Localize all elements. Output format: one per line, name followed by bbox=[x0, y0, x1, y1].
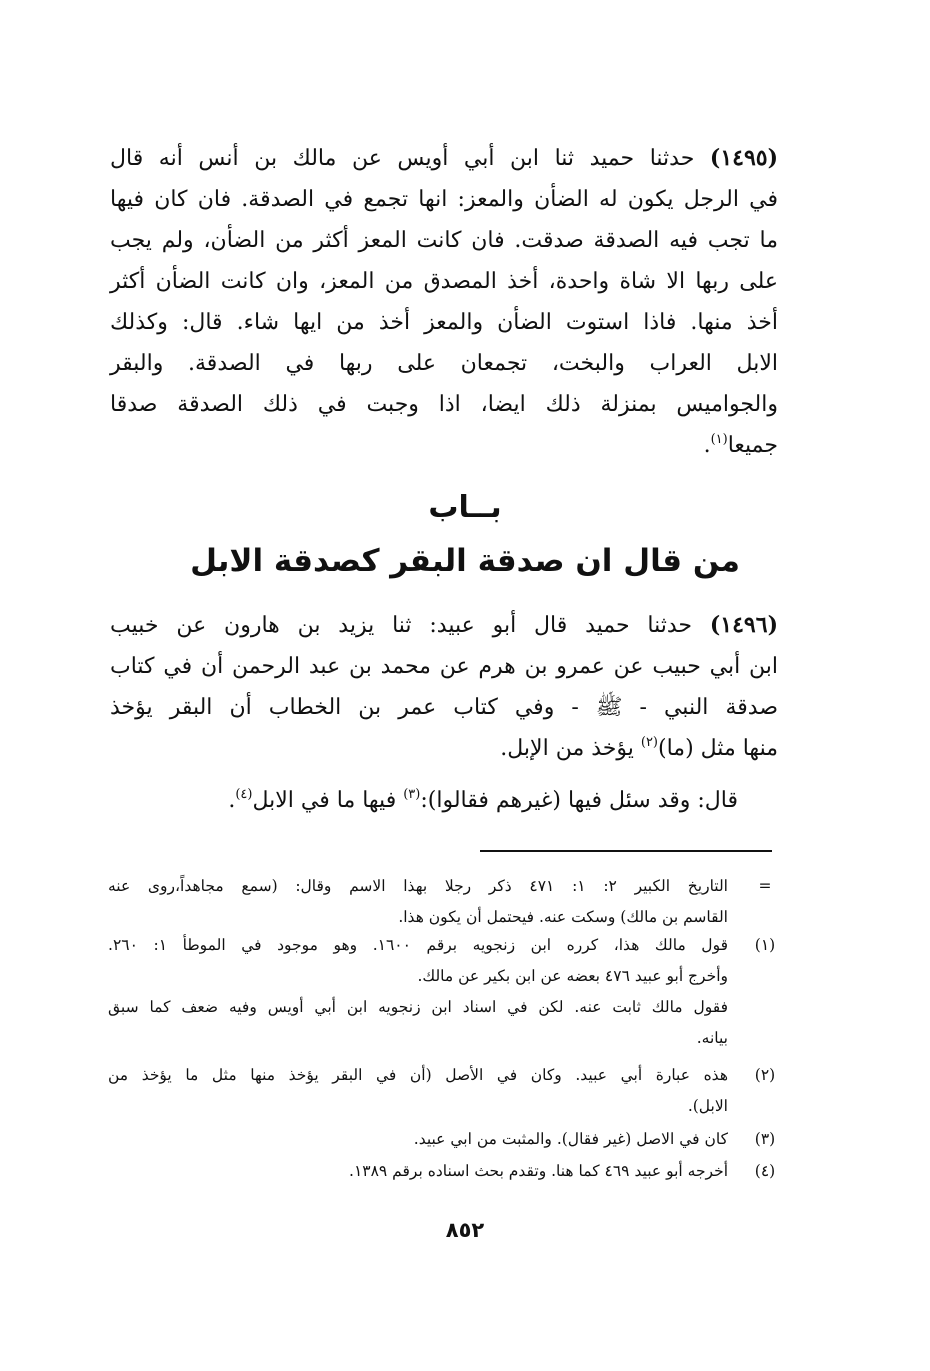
paragraph-line: والجواميس بمنزلة ذلك ايضا، اذا وجبت في ذلك الصدقة صدقا bbox=[110, 392, 778, 417]
hadith-number: (١٤٩٥) bbox=[709, 145, 778, 171]
footnote-1 bbox=[108, 930, 780, 1054]
footnote-3 bbox=[108, 1124, 780, 1155]
footnote-marker: (٢) bbox=[754, 1066, 776, 1084]
chapter-heading-word: بــاب bbox=[428, 490, 502, 525]
statement-paragraph: قال: وقد سئل فيها (غيرهم فقالوا):$^{(٣)}$ فيها ما في الابل$^{(٤)}$. bbox=[228, 787, 738, 813]
hadith-1495-paragraph bbox=[110, 138, 778, 466]
paragraph-line: منها مثل (ما)$^{(٢)}$ يؤخذ من الإبل. bbox=[500, 735, 778, 761]
paragraph-line: صدقة النبي - ﷺ - وفي كتاب عمر بن الخطاب أن البقر يؤخذ bbox=[110, 695, 778, 720]
footnote-line: فقول مالك ثابت عنه. لكن في اسناد ابن زنجويه ابن أبي أويس وفيه ضعف كما سبق bbox=[108, 998, 728, 1016]
paragraph-line: أخذ منها. فاذا استوت الضأن والمعز أخذ من ايها شاء. قال: وكذلك bbox=[110, 310, 778, 335]
footnote-line: التاريخ الكبير ٢: ١: ٤٧١ ذكر رجلا بهذا الاسم وقال: (سمع مجاهداً،روى عنه bbox=[108, 877, 728, 895]
footnote-marker: (٤) bbox=[754, 1162, 776, 1180]
footnote-line: هذه عبارة أبي عبيد. وكان في الأصل (أن في البقر يؤخذ منها مثل ما يؤخذ من bbox=[108, 1066, 728, 1084]
footnote-2 bbox=[108, 1060, 780, 1122]
footnote-marker: = bbox=[758, 877, 772, 895]
chapter-title: من قال ان صدقة البقر كصدقة الابل bbox=[190, 543, 740, 579]
footnote-4 bbox=[108, 1156, 780, 1187]
page-number: ٨٥٢ bbox=[445, 1218, 485, 1242]
footnote-line: قول مالك هذا، كرره ابن زنجويه برقم ١٦٠٠. وهو موجود في الموطأ ١: ٢٦٠. bbox=[108, 936, 728, 954]
paragraph-line: (١٤٩٦) حدثنا حميد قال أبو عبيد: ثنا يزيد بن هارون عن خبيب bbox=[110, 612, 778, 638]
paragraph-line: ابن أبي حبيب عن عمرو بن هرم عن محمد بن عبد الرحمن أن في كتاب bbox=[110, 654, 778, 679]
paragraph-line: على ربها الا شاة واحدة، أخذ المصدق من المعز، وان كانت الضأن أكثر bbox=[110, 269, 778, 294]
footnote-line: كان في الاصل (غير فقال). والمثبت من ابي عبيد. bbox=[413, 1130, 728, 1148]
paragraph-line: ما تجب فيه الصدقة صدقت. فان كانت المعز أكثر من الضأن، ولم يجب bbox=[110, 228, 778, 253]
footnote-continuation bbox=[108, 871, 780, 933]
footnote-line: بيانه. bbox=[696, 1029, 728, 1047]
footnote-marker: (٣) bbox=[754, 1130, 776, 1148]
paragraph-line: الابل العراب والبخت، تجمعان على ربها في الصدقة. والبقر bbox=[110, 351, 778, 376]
footnote-reference: (١) bbox=[710, 432, 728, 447]
footnote-reference: (٤) bbox=[235, 787, 253, 802]
footnote-line: الابل). bbox=[687, 1097, 728, 1115]
paragraph-line: (١٤٩٥) حدثنا حميد ثنا ابن أبي أويس عن مالك بن أنس أنه قال bbox=[110, 145, 778, 171]
footnote-reference: (٢) bbox=[640, 735, 658, 750]
footnote-reference: (٣) bbox=[403, 787, 421, 802]
footnote-line: وأخرج أبو عبيد ٤٧٦ بعضه عن ابن بكير عن مالك. bbox=[417, 967, 728, 985]
footnote-line: القاسم بن مالك) وسكت عنه. فيحتمل أن يكون هذا. bbox=[398, 908, 728, 926]
footnote-marker: (١) bbox=[754, 936, 776, 954]
hadith-1496-paragraph bbox=[110, 605, 778, 769]
hadith-number: (١٤٩٦) bbox=[709, 612, 778, 638]
footnote-separator bbox=[480, 850, 772, 852]
footnote-line: أخرجه أبو عبيد ٤٦٩ كما هنا. وتقدم بحث اسناده برقم ١٣٨٩. bbox=[349, 1162, 728, 1180]
paragraph-line: في الرجل يكون له الضأن والمعز: انها تجمع في الصدقة. فان كان فيها bbox=[110, 187, 778, 212]
paragraph-line: جميعا$^{(١)}$. bbox=[703, 432, 778, 458]
